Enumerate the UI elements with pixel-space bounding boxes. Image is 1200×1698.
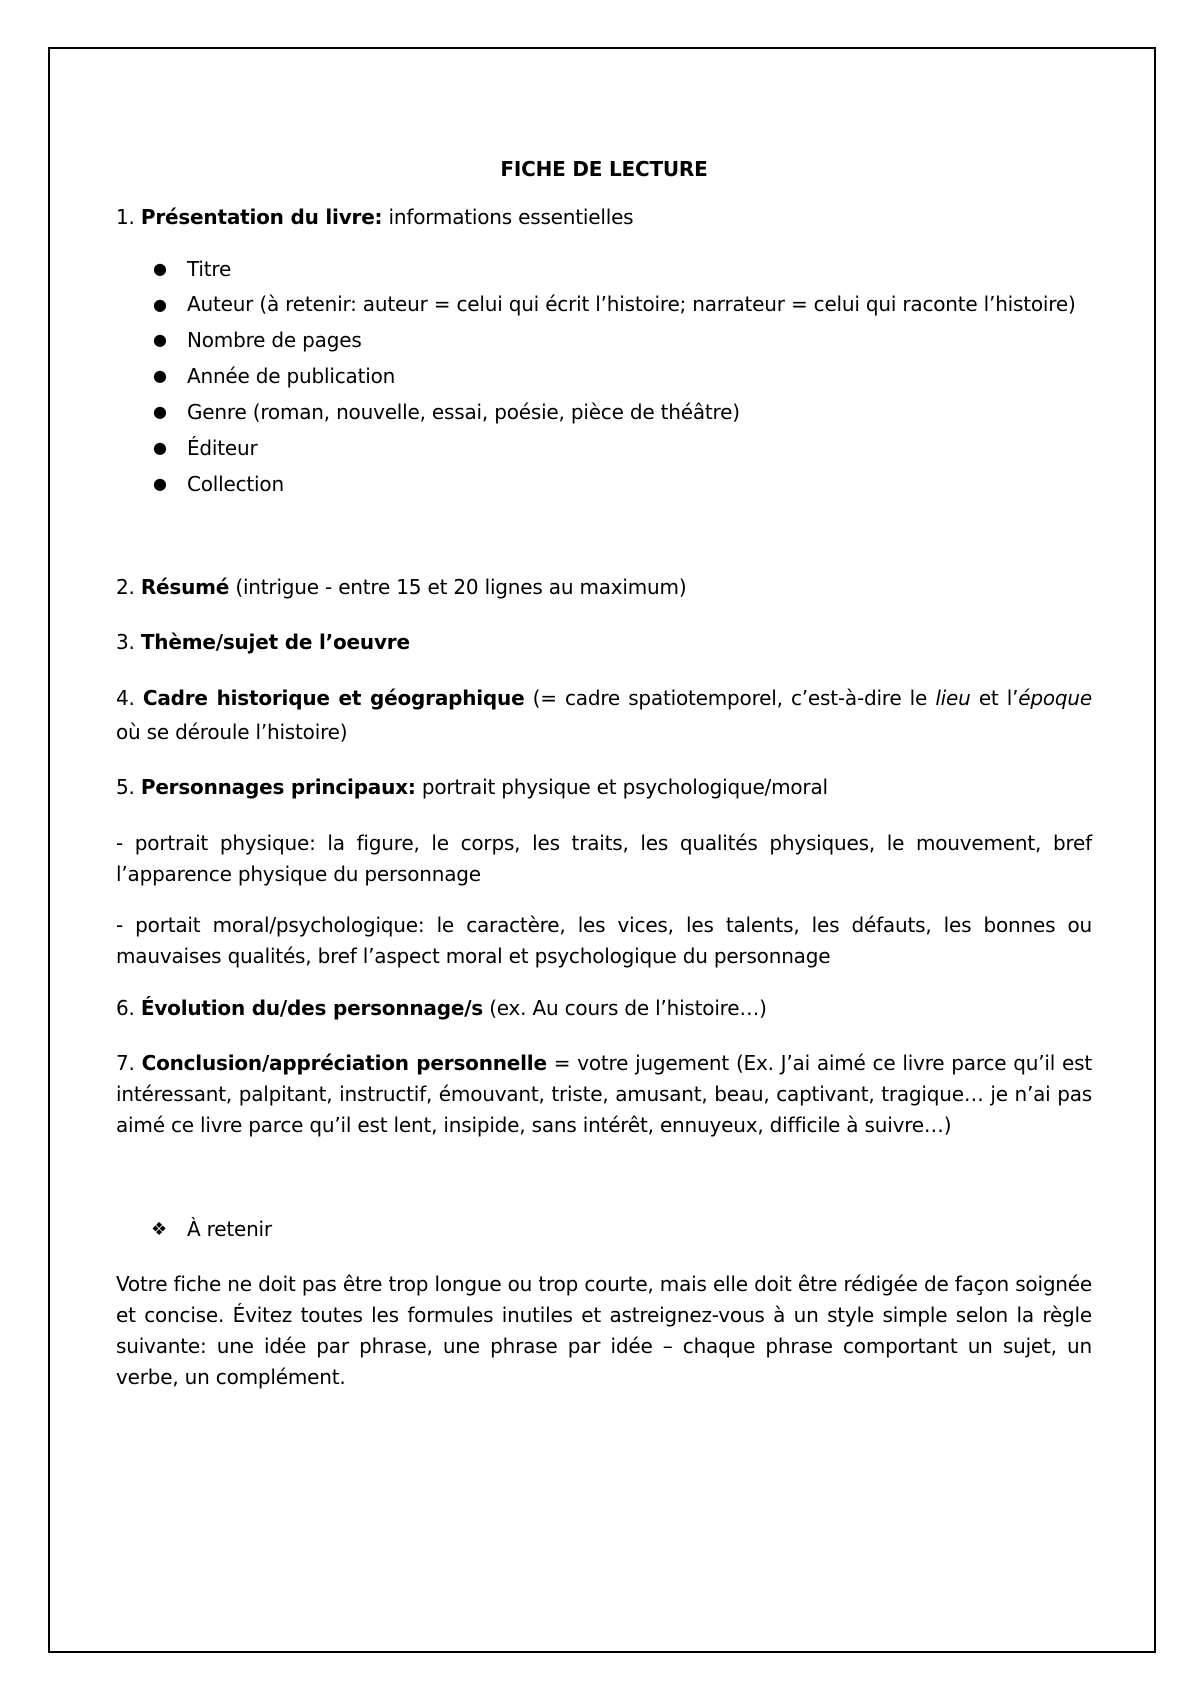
final-paragraph: Votre fiche ne doit pas être trop longue ou trop courte, mais elle doit être rédigée de façon soignée et concise. Évitez toutes les formules inutiles et astreignez-vous à un style simple selon la règle suivante: une idée par phrase, une phrase par idée – chaque phrase comportant un sujet, un verbe, un complément.: [116, 1272, 1092, 1389]
list-item: ● Nombre de pages: [116, 325, 1092, 355]
section-2-text: (intrigue - entre 15 et 20 lignes au maximum): [235, 575, 687, 599]
section-6-text: (ex. Au cours de l’histoire…): [489, 996, 767, 1020]
list-item: ● Année de publication: [116, 361, 1092, 391]
portrait-physique-paragraph: - portrait physique: la figure, le corps, les traits, les qualités physiques, le mouvement, bref l’apparence physique du personnage: [116, 831, 1092, 886]
bullet-icon: ●: [153, 259, 167, 278]
bullet-icon: ●: [153, 330, 167, 349]
section-7-text: = votre jugement (Ex. J’ai aimé ce livre parce qu’il est intéressant, palpitant, instructif, émouvant, triste, amusant, beau, captivant, tragique… je n’ai pas aimé ce livre parce qu’il est lent, insipide, sans intérêt, ennuyeux, difficile à suivre…): [116, 1051, 1092, 1137]
section-4: 4. Cadre historique et géographique (= cadre spatiotemporel, c’est-à-dire le lieu et l’époque où se déroule l’histoire): [116, 686, 1092, 744]
section-7-heading: Conclusion/appréciation personnelle: [141, 1051, 547, 1075]
section-3: 3. Thème/sujet de l’oeuvre: [116, 630, 410, 654]
document-title: FICHE DE LECTURE: [500, 157, 708, 181]
portrait-moral-paragraph: - portait moral/psychologique: le caractère, les vices, les talents, les défauts, les bonnes ou mauvaises qualités, bref l’aspect moral et psychologique du personnage: [116, 913, 1092, 968]
section-1-number: 1.: [116, 205, 135, 229]
section-7: 7. Conclusion/appréciation personnelle = votre jugement (Ex. J’ai aimé ce livre parce qu’il est intéressant, palpitant, instructif, émouvant, triste, amusant, beau, captivant, tragique… je n’ai pas aimé ce livre parce qu’il est lent, insipide, sans intérêt, ennuyeux, difficile à suivre…): [116, 1051, 1092, 1137]
list-item: ● Collection: [116, 469, 1092, 499]
epoque-word: époque: [1018, 686, 1092, 710]
lieu-word: lieu: [935, 686, 971, 710]
bullet-icon: ●: [153, 295, 167, 314]
section-5-text: portrait physique et psychologique/moral: [421, 775, 828, 799]
section-1-heading: Présentation du livre:: [140, 205, 383, 229]
section-1-text: informations essentielles: [388, 205, 634, 229]
bullet-icon: ●: [153, 438, 167, 457]
presentation-list: [116, 254, 1092, 505]
bullet-icon: ●: [153, 402, 167, 421]
list-item: ● Auteur (à retenir: auteur = celui qui écrit l’histoire; narrateur = celui qui raconte l’histoire): [116, 290, 1092, 319]
section-2: 2. Résumé (intrigue - entre 15 et 20 lignes au maximum): [116, 575, 687, 599]
section-1: [116, 202, 1092, 233]
section-5: 5. Personnages principaux: portrait physique et psychologique/moral: [116, 775, 828, 799]
retenir-label: À retenir: [187, 1217, 272, 1241]
diamond-bullet-icon: ❖: [151, 1219, 167, 1240]
section-6-heading: Évolution du/des personnage/s: [140, 996, 484, 1020]
retenir-heading: [116, 1214, 1092, 1245]
section-2-heading: Résumé: [140, 575, 230, 599]
section-4-heading: Cadre historique et géographique: [142, 686, 525, 710]
section-6: 6. Évolution du/des personnage/s (ex. Au cours de l’histoire…): [116, 996, 767, 1020]
section-3-heading: Thème/sujet de l’oeuvre: [140, 630, 410, 654]
list-item: ● Éditeur: [116, 433, 1092, 463]
section-5-heading: Personnages principaux:: [140, 775, 416, 799]
list-item: ● Titre: [116, 254, 1092, 284]
list-item: ● Genre (roman, nouvelle, essai, poésie, pièce de théâtre): [116, 397, 1092, 427]
bullet-icon: ●: [153, 474, 167, 493]
bullet-icon: ●: [153, 366, 167, 385]
